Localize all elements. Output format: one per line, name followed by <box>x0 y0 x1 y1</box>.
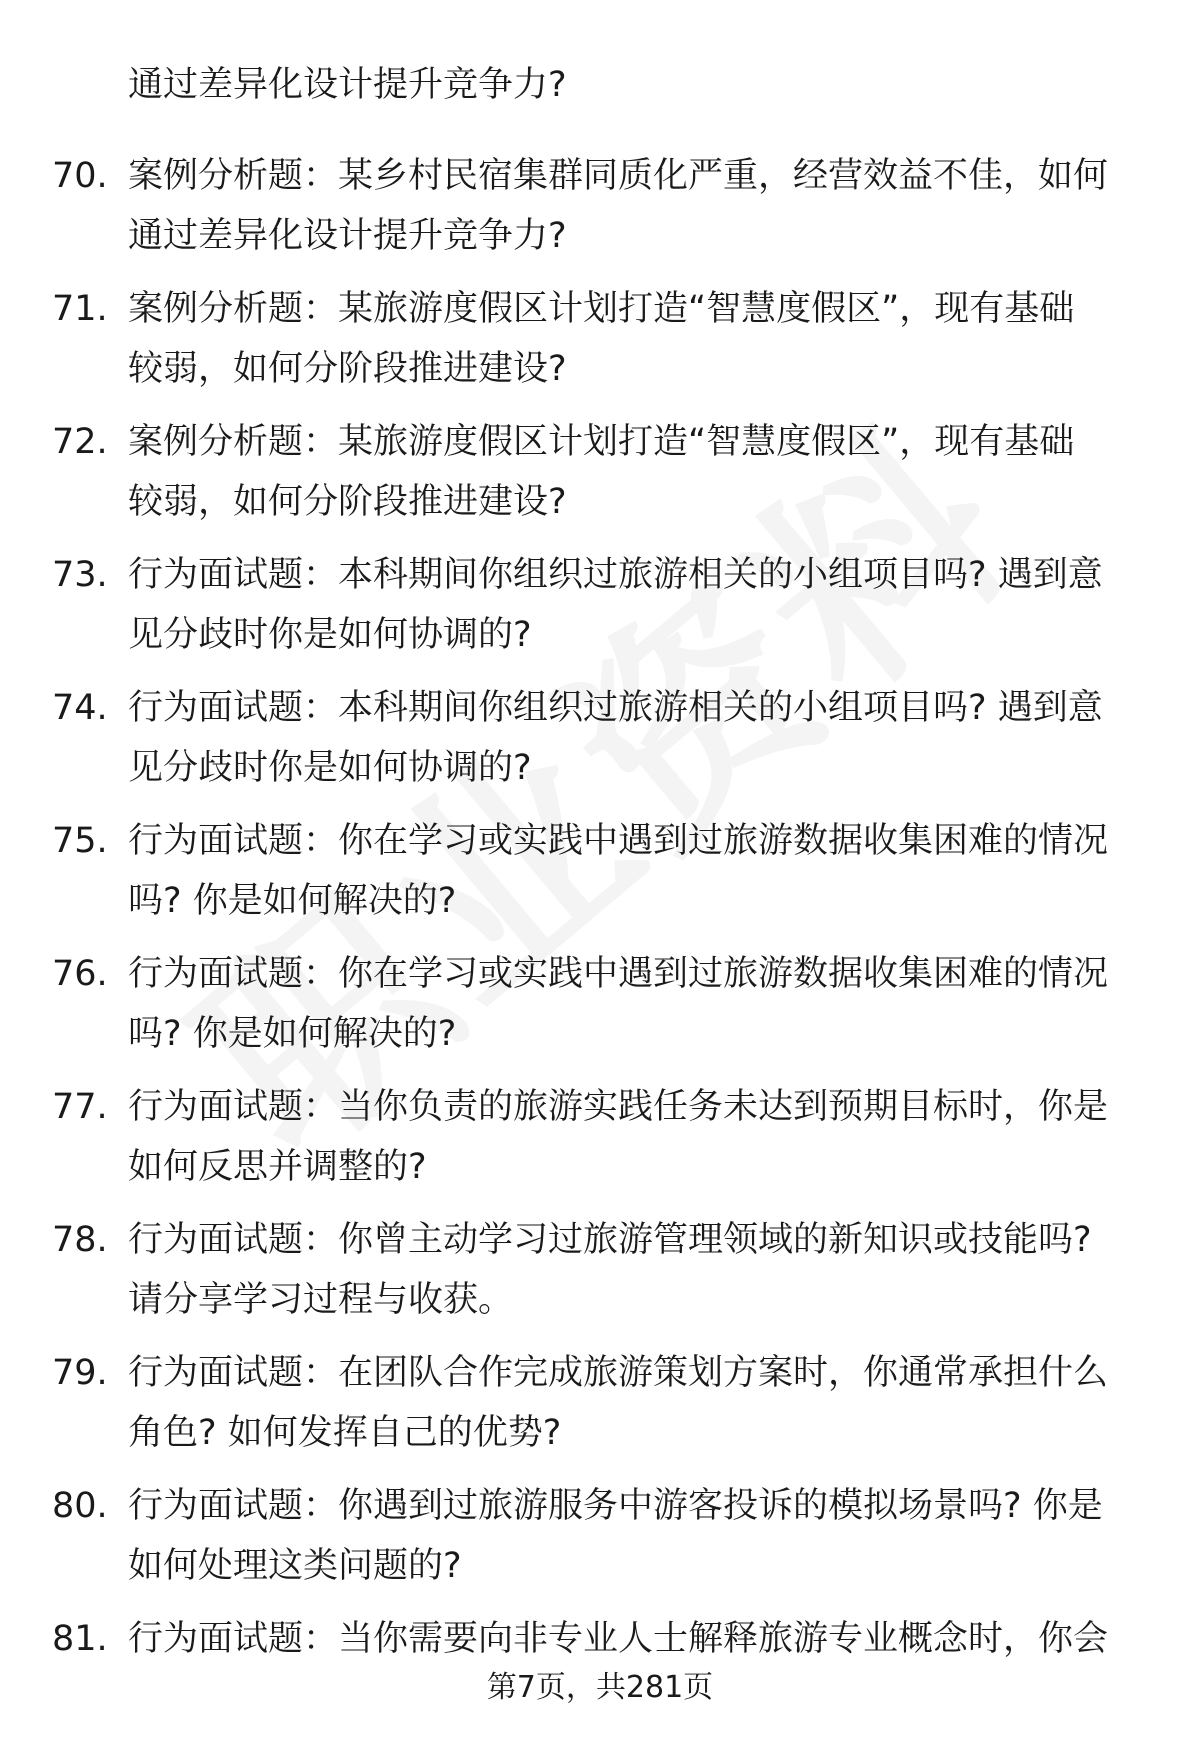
question-number: 72. <box>52 422 108 462</box>
question-item <box>0 412 1200 545</box>
question-line: 行为面试题：你曾主动学习过旅游管理领域的新知识或技能吗? <box>128 1220 1092 1260</box>
question-number: 70. <box>52 156 108 196</box>
question-line: 行为面试题：本科期间你组织过旅游相关的小组项目吗? 遇到意 <box>128 555 1103 595</box>
question-text <box>128 279 1138 399</box>
page-footer: 第7页，共281页 <box>486 1670 714 1705</box>
question-number: 81. <box>52 1619 108 1659</box>
question-line: 较弱，如何分阶段推进建设? <box>128 349 567 389</box>
question-line: 通过差异化设计提升竞争力? <box>128 216 567 256</box>
question-item <box>0 1476 1200 1609</box>
question-number: 76. <box>52 954 108 994</box>
question-line: 如何反思并调整的? <box>128 1147 427 1187</box>
question-text <box>128 545 1138 665</box>
question-line: 请分享学习过程与收获。 <box>128 1280 514 1320</box>
question-line: 见分歧时你是如何协调的? <box>128 615 532 655</box>
question-number: 73. <box>52 555 108 595</box>
question-line: 较弱，如何分阶段推进建设? <box>128 482 567 522</box>
continuation-text: 通过差异化设计提升竞争力? <box>128 65 567 105</box>
question-line: 行为面试题：你遇到过旅游服务中游客投诉的模拟场景吗? 你是 <box>128 1486 1103 1526</box>
question-number: 77. <box>52 1087 108 1127</box>
question-line: 行为面试题：本科期间你组织过旅游相关的小组项目吗? 遇到意 <box>128 688 1103 728</box>
question-number: 79. <box>52 1353 108 1393</box>
question-list <box>0 146 1200 1742</box>
question-text <box>128 1476 1138 1596</box>
question-line: 吗? 你是如何解决的? <box>128 881 457 921</box>
question-number: 75. <box>52 821 108 861</box>
question-line: 案例分析题：某乡村民宿集群同质化严重，经营效益不佳，如何 <box>128 156 1109 196</box>
question-text <box>128 678 1138 798</box>
question-line: 行为面试题：你在学习或实践中遇到过旅游数据收集困难的情况 <box>128 821 1109 861</box>
question-text <box>128 1609 1138 1669</box>
question-line: 行为面试题：你在学习或实践中遇到过旅游数据收集困难的情况 <box>128 954 1109 994</box>
question-number: 71. <box>52 289 108 329</box>
question-text <box>128 1343 1138 1463</box>
question-line: 案例分析题：某旅游度假区计划打造“智慧度假区”，现有基础 <box>128 422 1075 462</box>
question-line: 见分歧时你是如何协调的? <box>128 748 532 788</box>
question-item <box>0 1077 1200 1210</box>
question-text <box>128 1077 1138 1197</box>
question-item <box>0 678 1200 811</box>
question-item <box>0 146 1200 279</box>
question-item <box>0 279 1200 412</box>
question-item <box>0 1210 1200 1343</box>
question-line: 角色? 如何发挥自己的优势? <box>128 1413 562 1453</box>
question-number: 74. <box>52 688 108 728</box>
question-line: 案例分析题：某旅游度假区计划打造“智慧度假区”，现有基础 <box>128 289 1075 329</box>
question-text <box>128 1210 1138 1330</box>
question-number: 80. <box>52 1486 108 1526</box>
question-item <box>0 545 1200 678</box>
question-item <box>0 944 1200 1077</box>
question-line: 行为面试题：在团队合作完成旅游策划方案时，你通常承担什么 <box>128 1353 1109 1393</box>
question-line: 行为面试题：当你负责的旅游实践任务未达到预期目标时，你是 <box>128 1087 1109 1127</box>
question-line: 行为面试题：当你需要向非专业人士解释旅游专业概念时，你会 <box>128 1619 1109 1659</box>
question-item <box>0 1343 1200 1476</box>
question-number: 78. <box>52 1220 108 1260</box>
question-text <box>128 944 1138 1064</box>
question-text <box>128 146 1138 266</box>
question-line: 吗? 你是如何解决的? <box>128 1014 457 1054</box>
question-text <box>128 811 1138 931</box>
question-line: 如何处理这类问题的? <box>128 1546 462 1586</box>
question-text <box>128 412 1138 532</box>
question-item <box>0 811 1200 944</box>
